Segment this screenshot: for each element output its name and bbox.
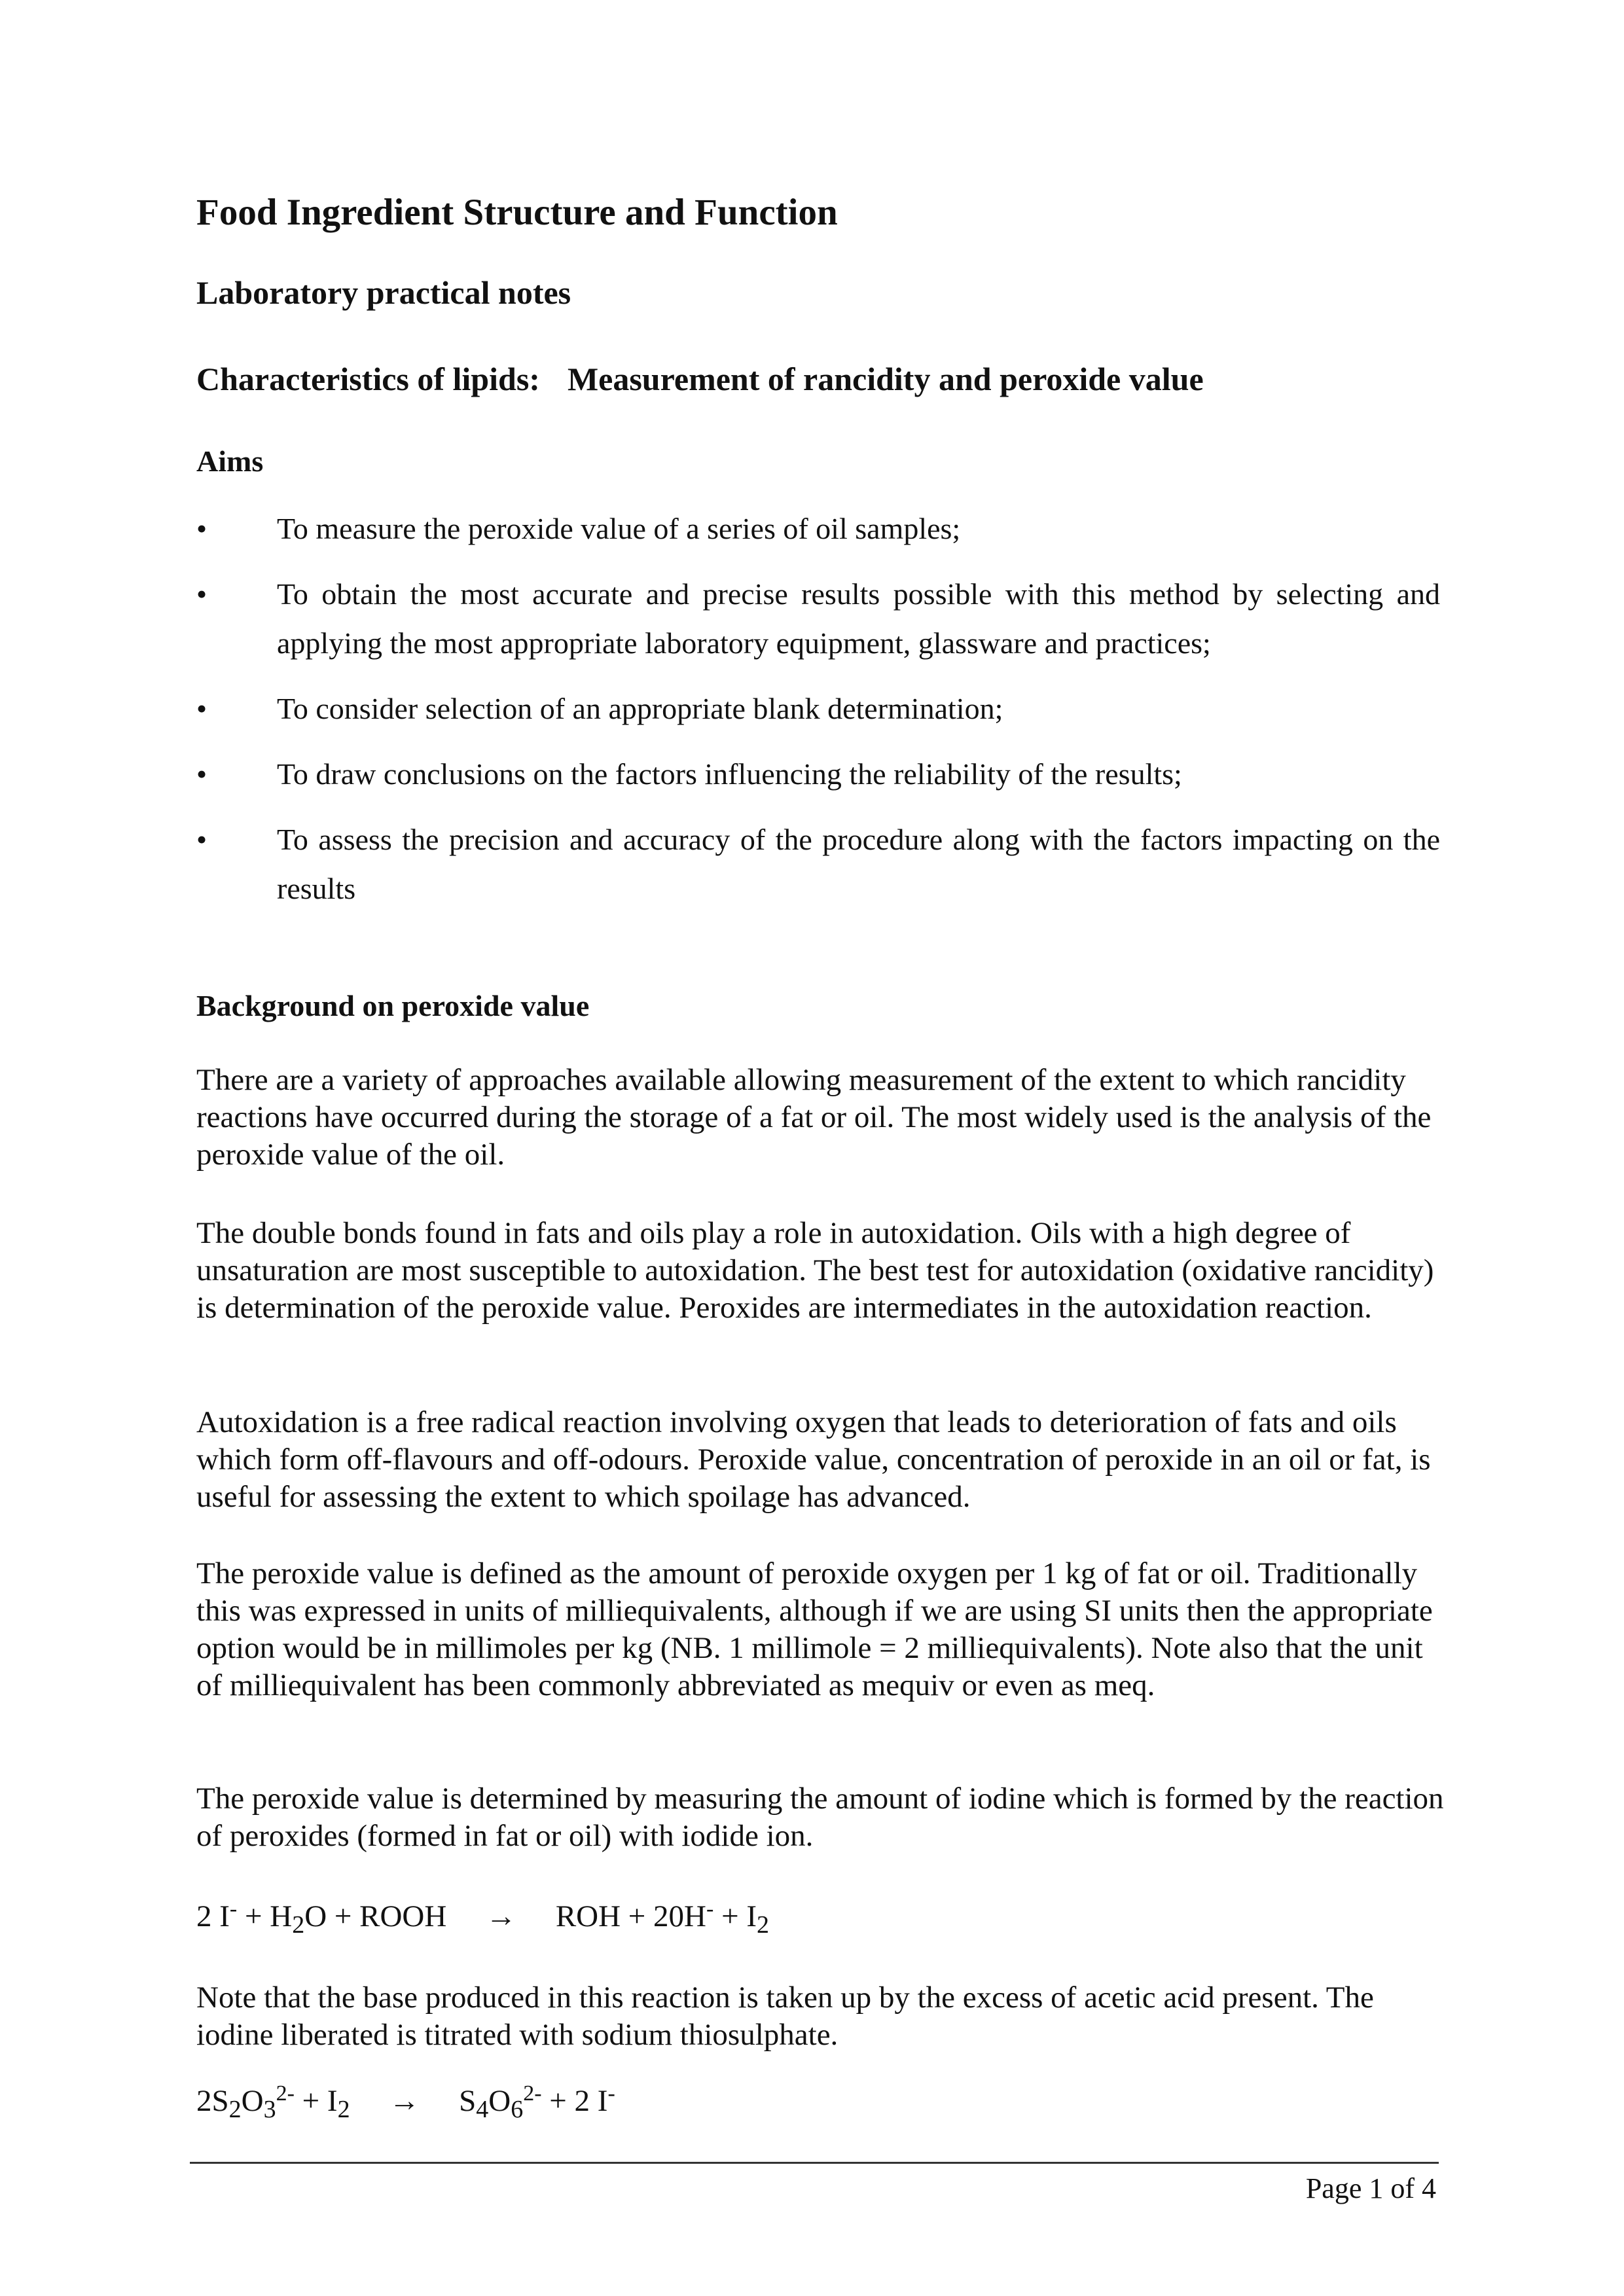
section-heading-lipids-prefix: Characteristics of lipids: bbox=[196, 361, 540, 397]
paragraph: Autoxidation is a free radical reaction involving oxygen that leads to deterioration of fats and oils which form off-flavours and off-odours. Peroxide value, concentration of peroxide in an oil or fat, is useful for assessing the extent to which spoilage has advanced. bbox=[196, 1405, 1431, 1514]
equation-thiosulphate: $2S_2O_3^{2-} + I_2 \to S_4O_6^{2-} + 2$ I- bbox=[196, 2081, 615, 2123]
bullet-icon: • bbox=[196, 757, 208, 791]
page-number: Page 1 of 4 bbox=[1305, 2172, 1436, 2204]
document-title: Food Ingredient Structure and Function bbox=[196, 192, 838, 233]
reaction-arrow-icon: → bbox=[486, 1899, 517, 1933]
bullet-icon: • bbox=[196, 577, 208, 611]
aims-item: • To draw conclusions on the factors influencing the reliability of the results; bbox=[196, 749, 1440, 798]
aims-heading: Aims bbox=[196, 444, 264, 478]
aims-list bbox=[196, 504, 1440, 929]
aims-item: • To consider selection of an appropriate blank determination; bbox=[196, 684, 1440, 733]
paragraph: The peroxide value is determined by measuring the amount of iodine which is formed by the reaction of peroxides (formed in fat or oil) with iodide ion. bbox=[196, 1782, 1444, 1853]
paragraph: Note that the base produced in this reaction is taken up by the excess of acetic acid present. The iodine liberated is titrated with sodium thiosulphate. bbox=[196, 1981, 1374, 2052]
paragraph: The peroxide value is defined as the amount of peroxide oxygen per 1 kg of fat or oil. Traditionally this was expressed in units of milliequivalents, although if we are using SI units then the appropriate option would be in millimoles per kg (NB. 1 millimole = 2 milliequivalents). Note also that the unit of milliequivalent has been commonly abbreviated as mequiv or even as meq. bbox=[196, 1556, 1433, 1702]
background-heading: Background on peroxide value bbox=[196, 989, 590, 1022]
footer-divider bbox=[190, 2162, 1439, 2164]
paragraph: There are a variety of approaches available allowing measurement of the extent to which rancidity reactions have occurred during the storage of a fat or oil. The most widely used is the analysis of the peroxide value of the oil. bbox=[196, 1063, 1432, 1172]
document-subtitle: Laboratory practical notes bbox=[196, 274, 571, 311]
section-heading-lipids-topic: Measurement of rancidity and peroxide value bbox=[567, 361, 1204, 397]
bullet-icon: • bbox=[196, 823, 208, 856]
bullet-icon: • bbox=[196, 512, 208, 545]
aims-item: • To obtain the most accurate and precise results possible with this method by selecting and applying the most appropriate laboratory equipment, glassware and practices; bbox=[196, 569, 1440, 668]
section-heading-lipids bbox=[196, 360, 1204, 398]
reaction-arrow-icon: → bbox=[389, 2084, 420, 2118]
equation-peroxide-iodide: 2 $I^- + H_2O$ + ROOH → ROH + $20H^- + I_2$ bbox=[196, 1897, 769, 1939]
bullet-icon: • bbox=[196, 692, 208, 725]
paragraph: The double bonds found in fats and oils play a role in autoxidation. Oils with a high degree of unsaturation are most susceptible to autoxidation. The best test for autoxidation (oxidative rancidity) is determination of the peroxide value. Peroxides are intermediates in the autoxidation reaction. bbox=[196, 1216, 1434, 1325]
aims-item: • To assess the precision and accuracy of the procedure along with the factors impacting on the results bbox=[196, 815, 1440, 913]
aims-item: • To measure the peroxide value of a series of oil samples; bbox=[196, 504, 1440, 553]
